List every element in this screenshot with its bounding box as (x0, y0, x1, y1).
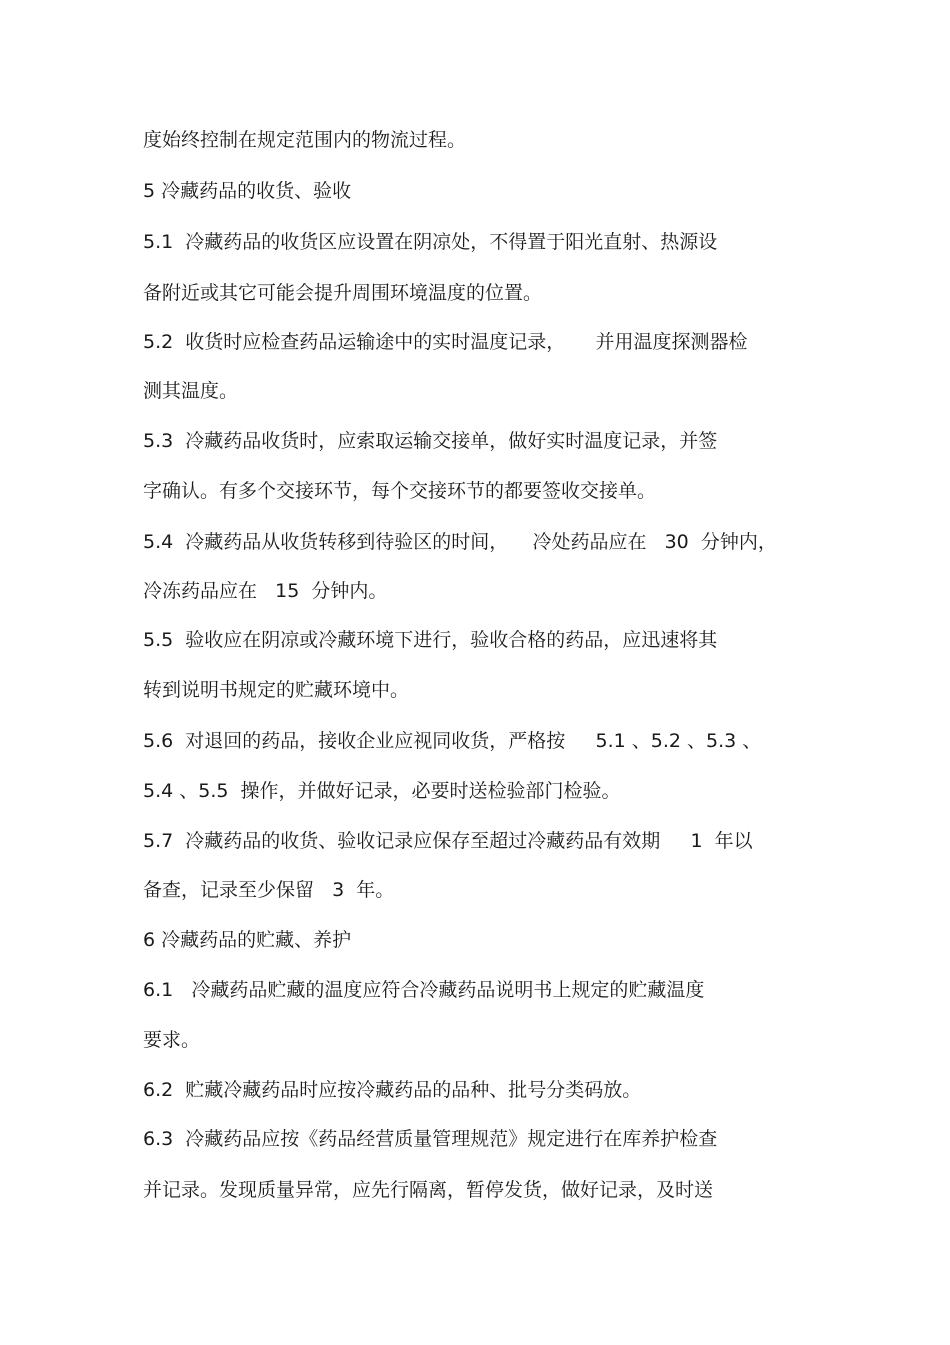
text-line: 5.4 、5.5 操作，并做好记录，必要时送检验部门检验。 (143, 780, 621, 802)
text-line: 测其温度。 (143, 380, 239, 402)
text-line: 并记录。发现质量异常，应先行隔离，暂停发货，做好记录，及时送 (143, 1179, 714, 1201)
section-heading: 6 冷藏药品的贮藏、养护 (143, 929, 352, 951)
text-line: 要求。 (143, 1029, 201, 1051)
text-line: 度始终控制在规定范围内的物流过程。 (143, 129, 467, 151)
text-line: 备附近或其它可能会提升周围环境温度的位置。 (143, 282, 543, 304)
text-line: 5.6 对退回的药品，接收企业应视同收货，严格按 5.1 、5.2 、5.3 、 (143, 730, 762, 752)
text-line: 5.2 收货时应检查药品运输途中的实时温度记录， 并用温度探测器检 (143, 331, 748, 353)
section-heading: 5 冷藏药品的收货、验收 (143, 180, 352, 202)
text-line: 冷冻药品应在 15 分钟内。 (143, 580, 388, 602)
text-line: 5.7 冷藏药品的收货、验收记录应保存至超过冷藏药品有效期 1 年以 (143, 830, 753, 852)
text-line: 6.3 冷藏药品应按《药品经营质量管理规范》规定进行在库养护检查 (143, 1128, 718, 1150)
text-line: 5.4 冷藏药品从收货转移到待验区的时间， 冷处药品应在 30 分钟内， (143, 531, 777, 553)
text-line: 5.5 验收应在阴凉或冷藏环境下进行，验收合格的药品，应迅速将其 (143, 629, 718, 651)
text-line: 6.1 冷藏药品贮藏的温度应符合冷藏药品说明书上规定的贮藏温度 (143, 979, 705, 1001)
text-line: 5.3 冷藏药品收货时，应索取运输交接单，做好实时温度记录，并签 (143, 430, 718, 452)
text-line: 转到说明书规定的贮藏环境中。 (143, 679, 410, 701)
text-line: 5.1 冷藏药品的收货区应设置在阴凉处，不得置于阳光直射、热源设 (143, 231, 718, 253)
text-line: 备查，记录至少保留 3 年。 (143, 879, 395, 901)
text-line: 6.2 贮藏冷藏药品时应按冷藏药品的品种、批号分类码放。 (143, 1079, 642, 1101)
text-line: 字确认。有多个交接环节，每个交接环节的都要签收交接单。 (143, 480, 657, 502)
